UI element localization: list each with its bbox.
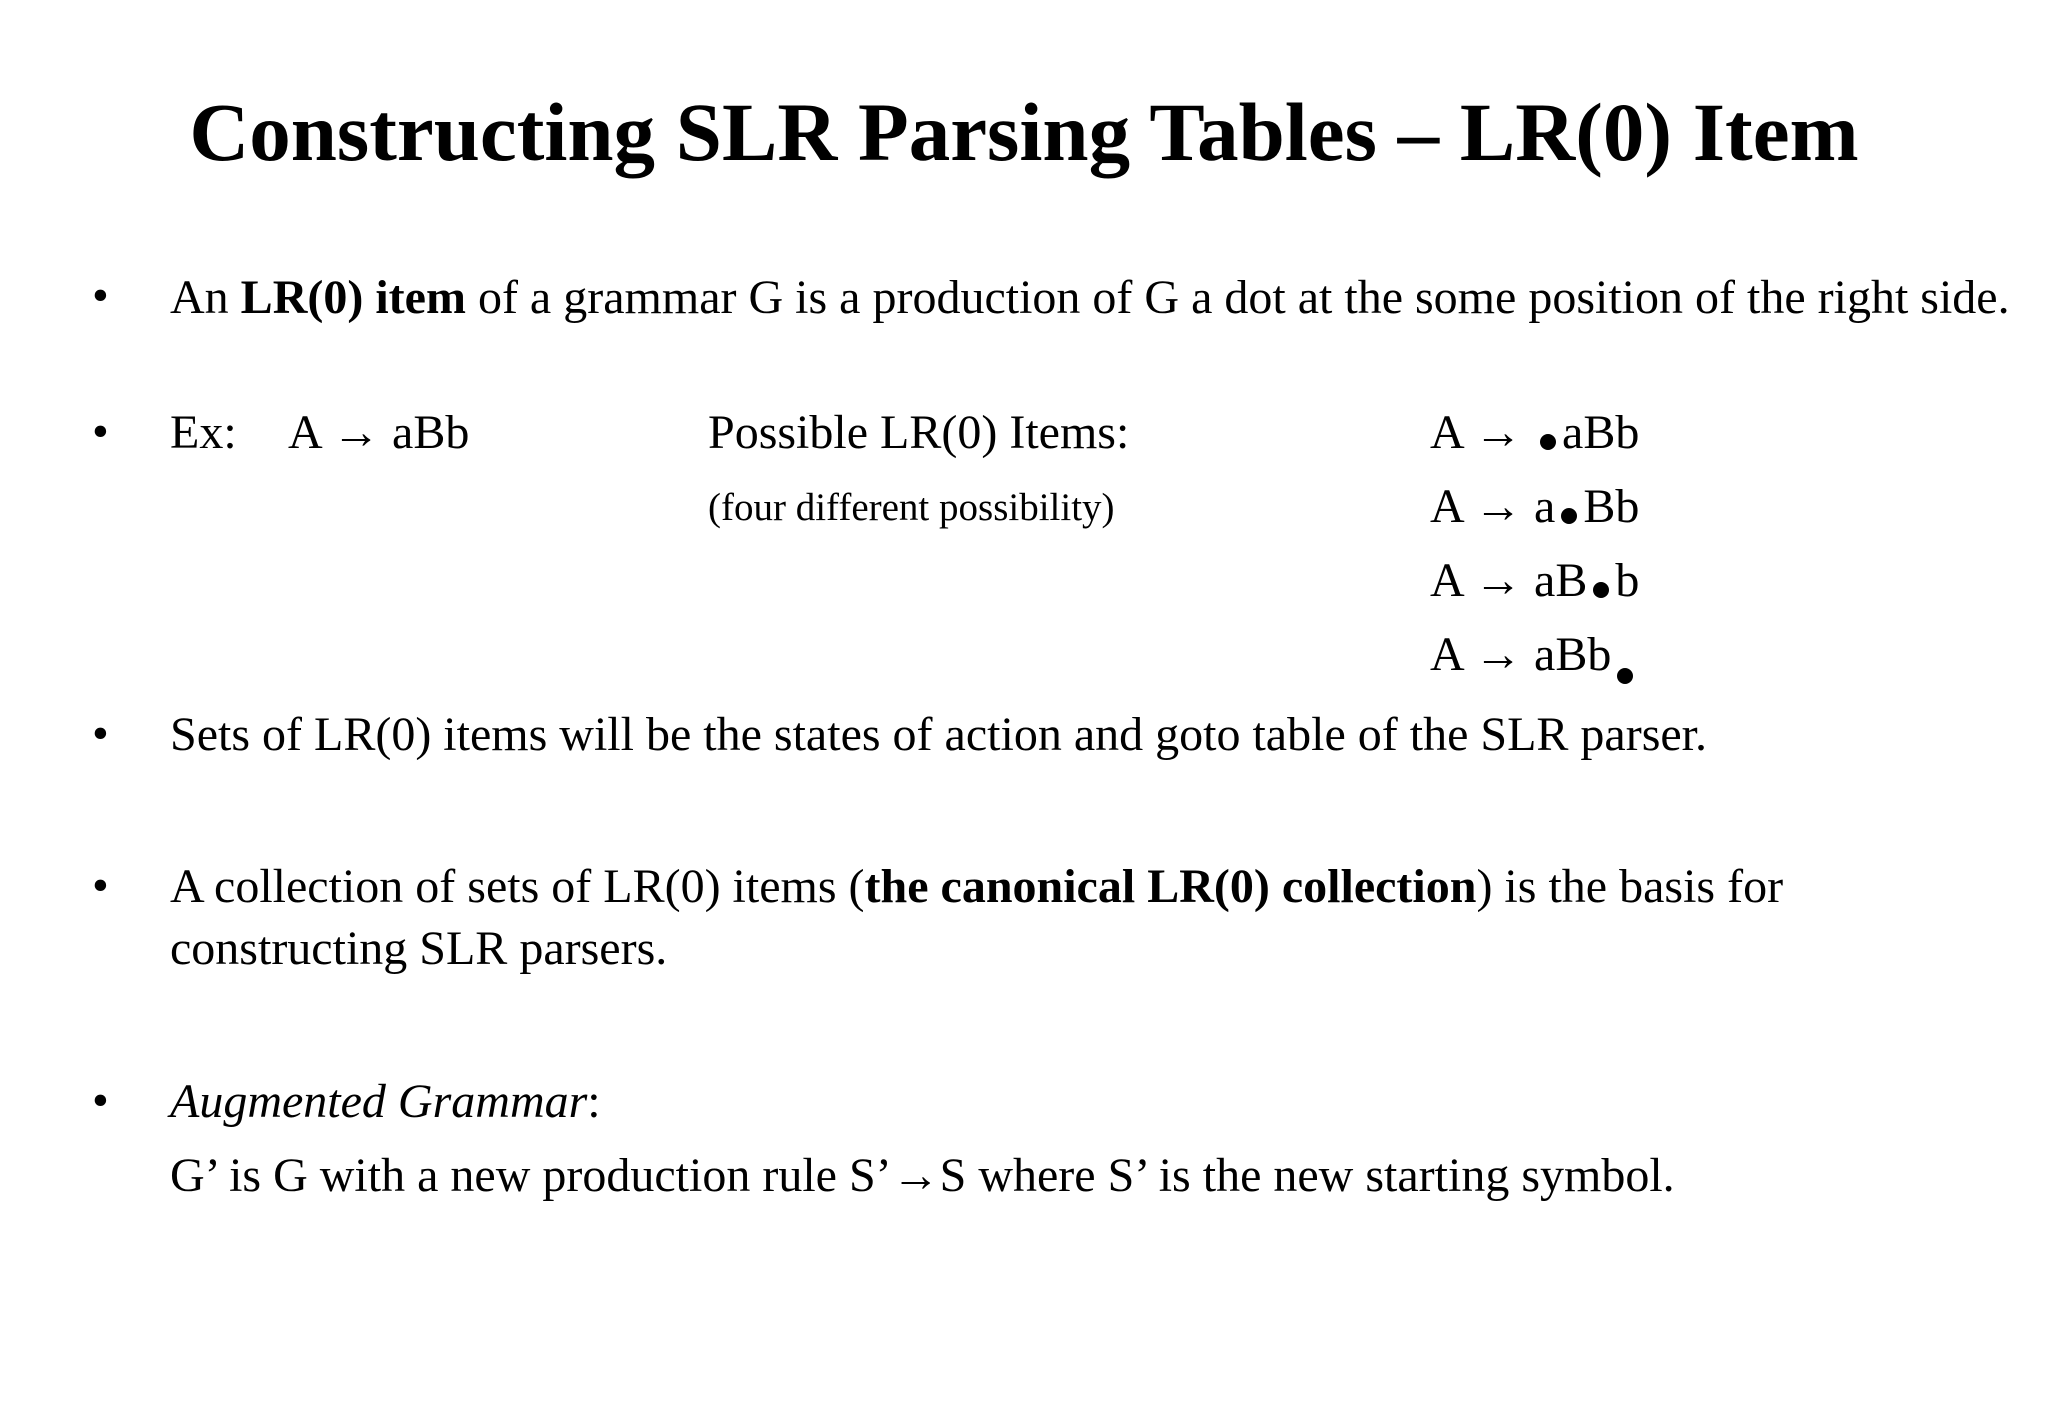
item-after-dot: Bb [1583,480,1640,533]
bullet-marker: • [92,1074,109,1127]
possible-items-label: Possible LR(0) Items: [708,406,1130,459]
lr0-item [1430,403,1639,463]
example-label: Ex: [170,406,237,459]
dot-marker [1593,582,1609,598]
bullet-marker: • [92,269,109,322]
item-before-dot: A → aB [1430,554,1588,607]
dot-marker [1540,434,1556,450]
definition-text-start: An [170,271,241,324]
augmented-grammar-definition: G’ is G with a new production rule S’→S where S’ is the new starting symbol. [170,1149,1675,1202]
item-before-dot: A → [1430,406,1535,459]
lr0-item [1430,477,1639,537]
bullet-marker: • [92,707,109,760]
item-before-dot: A → a [1430,480,1556,533]
collection-text-start: A collection of sets of LR(0) items ( [170,860,865,913]
example-production: A → aBb [288,406,470,459]
dot-marker [1617,668,1633,684]
possible-items-note: (four different possibility) [708,486,1115,529]
definition-term: LR(0) item [240,271,466,324]
label-colon: : [587,1075,601,1128]
sets-of-items-text: Sets of LR(0) items will be the states of action and goto table of the SLR parser. [170,708,1708,761]
canonical-collection-text [170,856,1970,980]
augmented-grammar-label: Augmented Grammar [170,1075,588,1128]
lr0-item [1430,625,1639,685]
collection-text-end: ) is the basis for constructing SLR parsers. [170,860,1784,975]
bullet-marker: • [92,859,109,912]
item-after-dot: aBb [1562,406,1640,459]
augmented-grammar-heading [170,1072,601,1132]
collection-term: the canonical LR(0) collection [864,860,1477,913]
dot-marker [1561,508,1577,524]
bullet-marker: • [92,405,109,458]
item-after-dot: b [1615,554,1640,607]
lr0-item-definition [170,267,2010,329]
lr0-item [1430,551,1639,611]
slide-title: Constructing SLR Parsing Tables – LR(0) Item [189,86,1859,178]
item-before-dot: A → aBb [1430,628,1612,681]
definition-text-end: of a grammar G is a production of G a dot at the some position of the right side. [465,271,2010,324]
